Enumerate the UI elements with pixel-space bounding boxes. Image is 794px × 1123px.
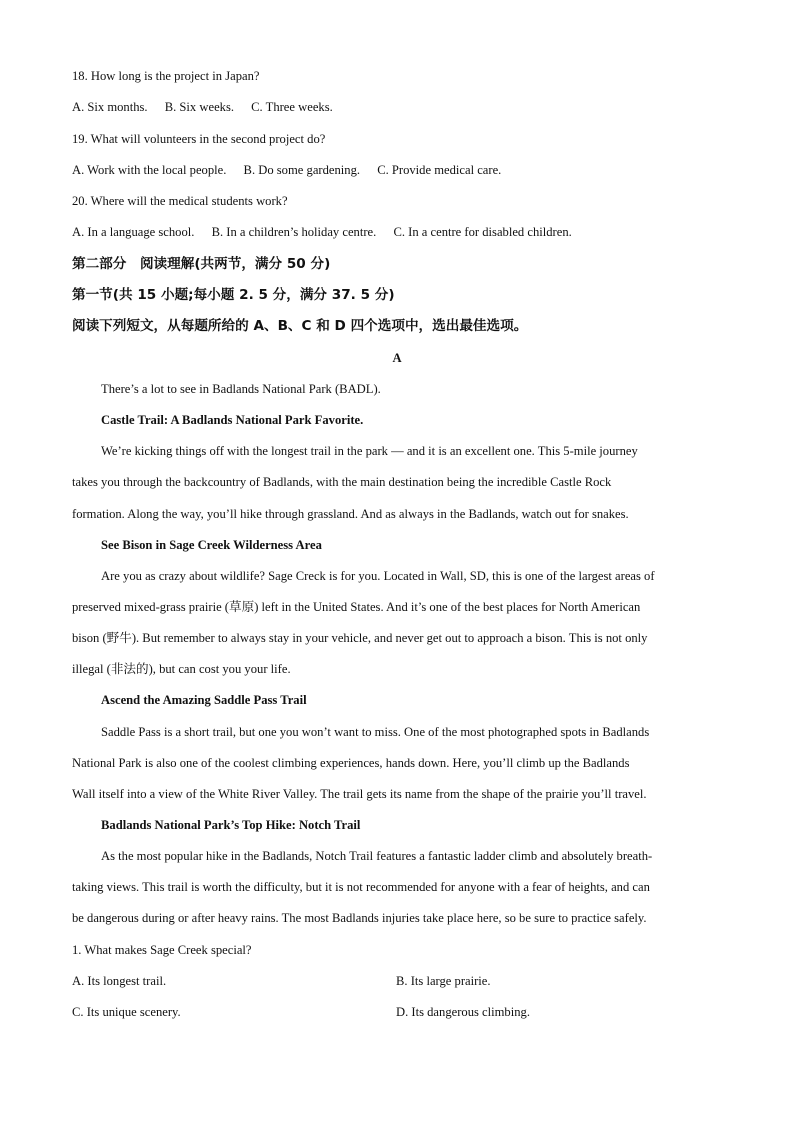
option-20b: B. In a children’s holiday centre. (211, 225, 377, 239)
passage-line: As the most popular hike in the Badlands, Notch Trail features a fantastic ladder climb and absolutely breath- (101, 849, 653, 863)
section-instruction: 阅读下列短文，从每题所给的 A、B、C 和 D 四个选项中，选出最佳选项。 (72, 318, 528, 334)
passage-intro: There’s a lot to see in Badlands National Park (BADL). (101, 382, 381, 396)
passage-line: formation. Along the way, you’ll hike through grassland. And as always in the Badlands, watch out for snakes. (72, 507, 629, 521)
question-18-options (72, 99, 333, 115)
question-20-options (72, 224, 572, 240)
passage-line: be dangerous during or after heavy rains. The most Badlands injuries take place here, so be sure to practice safely. (72, 911, 647, 925)
passage-line: bison (野牛). But remember to always stay in your vehicle, and never get out to approach a bison. This is not only (72, 631, 648, 645)
option-20a: A. In a language school. (72, 225, 195, 239)
question-19: 19. What will volunteers in the second project do? (72, 132, 326, 146)
passage-heading-notch-trail: Badlands National Park’s Top Hike: Notch Trail (101, 818, 361, 832)
option-1c: C. Its unique scenery. (72, 1005, 181, 1019)
section-heading-part2: 第二部分 阅读理解(共两节，满分 50 分) (72, 256, 331, 272)
question-1: 1. What makes Sage Creek special? (72, 943, 252, 957)
passage-line: National Park is also one of the coolest climbing experiences, hands down. Here, you’ll climb up the Badlands (72, 756, 630, 770)
passage-line: Are you as crazy about wildlife? Sage Creck is for you. Located in Wall, SD, this is one of the largest areas of (101, 569, 655, 583)
question-19-options (72, 162, 501, 178)
option-19b: B. Do some gardening. (243, 163, 361, 177)
option-18b: B. Six weeks. (164, 100, 234, 114)
passage-line: preserved mixed-grass prairie (草原) left in the United States. And it’s one of the best places for North American (72, 600, 641, 614)
passage-line: We’re kicking things off with the longest trail in the park — and it is an excellent one. This 5-mile journey (101, 444, 638, 458)
option-20c: C. In a centre for disabled children. (393, 225, 572, 239)
passage-heading-castle-trail: Castle Trail: A Badlands National Park Favorite. (101, 413, 364, 427)
passage-line: taking views. This trail is worth the difficulty, but it is not recommended for anyone with a fear of heights, and can (72, 880, 650, 894)
question-18: 18. How long is the project in Japan? (72, 69, 260, 83)
option-1b: B. Its large prairie. (396, 974, 491, 988)
section-heading-part2-sub: 第一节(共 15 小题;每小题 2. 5 分，满分 37. 5 分) (72, 287, 395, 303)
passage-line: illegal (非法的), but can cost you your life. (72, 662, 291, 676)
option-18a: A. Six months. (72, 100, 148, 114)
passage-line: Saddle Pass is a short trail, but one you won’t want to miss. One of the most photographed spots in Badlands (101, 725, 650, 739)
passage-line: takes you through the backcountry of Badlands, with the main destination being the incredible Castle Rock (72, 475, 612, 489)
option-19a: A. Work with the local people. (72, 163, 227, 177)
question-20: 20. Where will the medical students work? (72, 194, 288, 208)
passage-letter: A (392, 351, 402, 365)
passage-heading-saddle-pass: Ascend the Amazing Saddle Pass Trail (101, 693, 307, 707)
option-18c: C. Three weeks. (251, 100, 333, 114)
option-19c: C. Provide medical care. (377, 163, 502, 177)
option-1d: D. Its dangerous climbing. (396, 1005, 530, 1019)
option-1a: A. Its longest trail. (72, 974, 167, 988)
passage-line: Wall itself into a view of the White River Valley. The trail gets its name from the shape of the prairie you’ll travel. (72, 787, 647, 801)
passage-heading-sage-creek: See Bison in Sage Creek Wilderness Area (101, 538, 322, 552)
